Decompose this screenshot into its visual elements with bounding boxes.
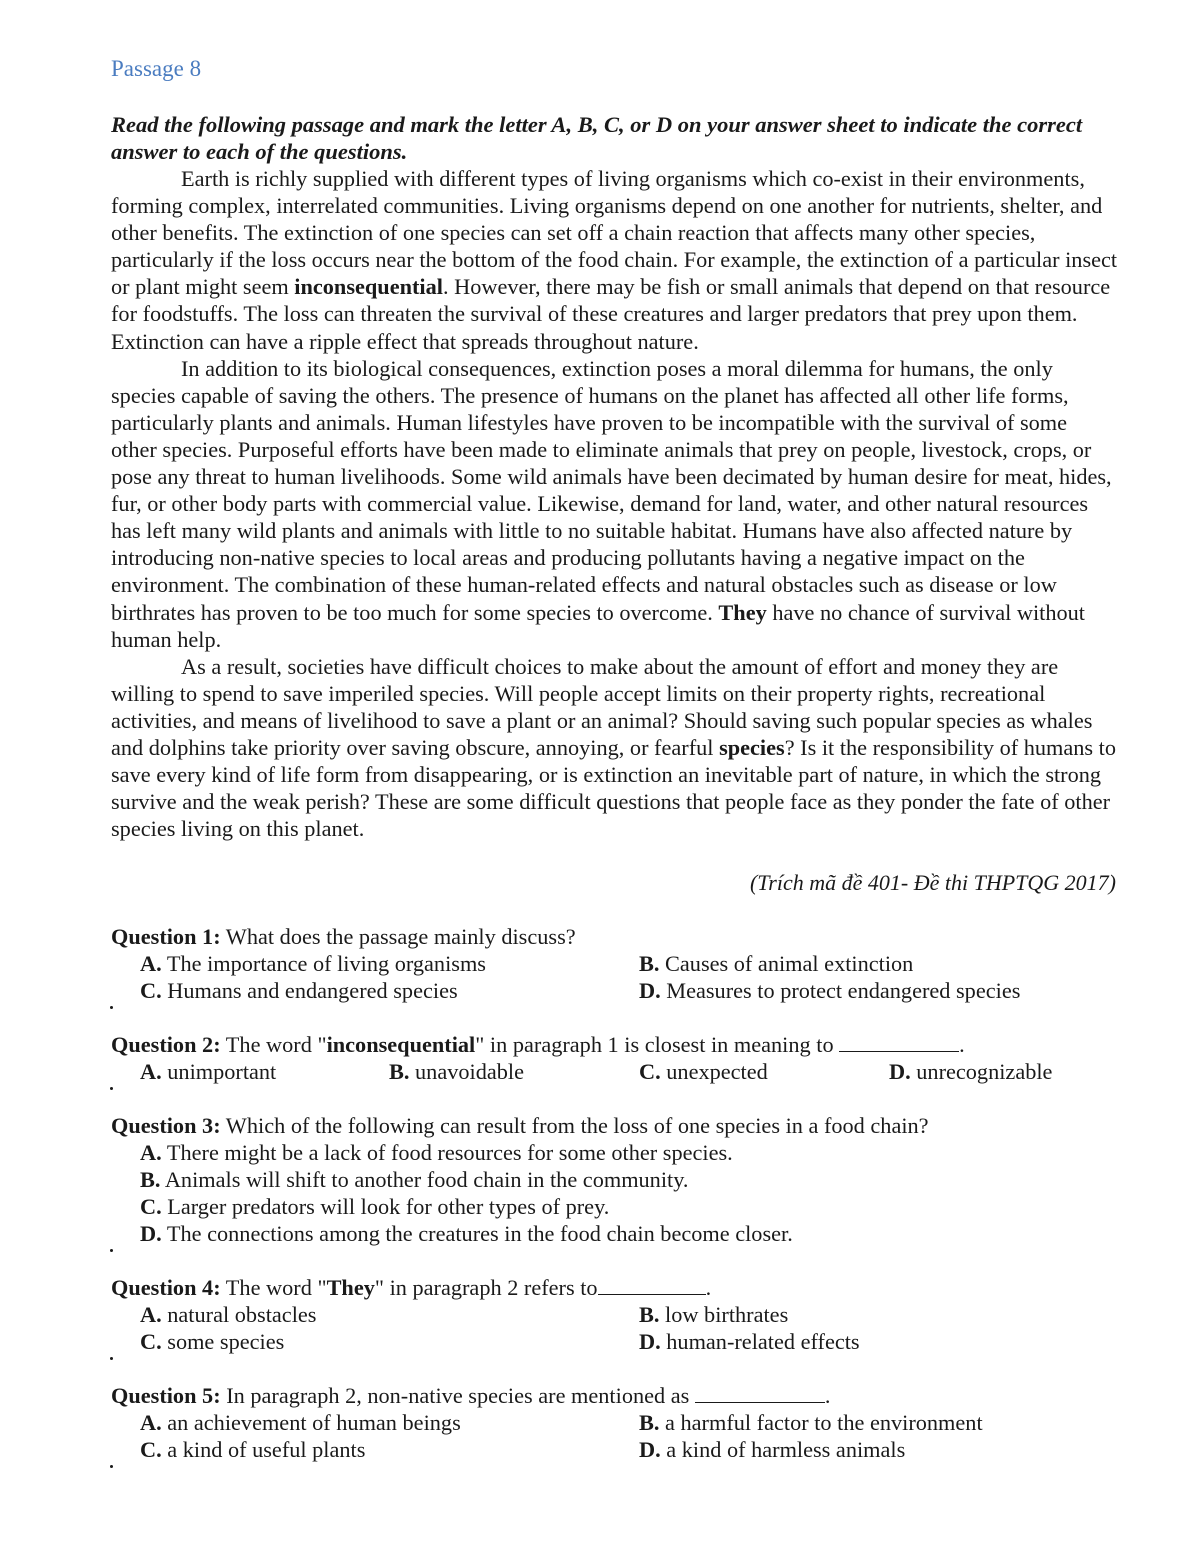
option-text: human-related effects xyxy=(666,1329,860,1354)
highlighted-word: They xyxy=(718,599,767,625)
option-c[interactable] xyxy=(140,977,458,1004)
option-letter: A. xyxy=(140,1302,162,1327)
option-letter: C. xyxy=(639,1059,661,1084)
question-stem xyxy=(111,1031,1121,1058)
question-text: The word " xyxy=(220,1275,327,1300)
option-text: Measures to protect endangered species xyxy=(666,978,1021,1003)
option-text: Causes of animal extinction xyxy=(665,951,914,976)
option-text: unimportant xyxy=(167,1059,277,1084)
question-stem xyxy=(111,1112,1121,1139)
question-label: Question 3: xyxy=(111,1113,221,1138)
option-letter: D. xyxy=(140,1221,162,1246)
passage-title: Passage 8 xyxy=(111,56,202,81)
question-3 xyxy=(111,1112,1121,1247)
option-text: Animals will shift to another food chain in the community. xyxy=(164,1167,689,1192)
option-b[interactable] xyxy=(111,1166,1121,1193)
paragraph-text: Earth is richly supplied with different types of living organisms which co-exist in their environments, forming complex, interrelated communities. Living organisms depend on one another for nutrients, shelter, and other benefits. The extinction of one species can set off a chain reaction that affects many other species, particularly if the loss occurs near the bottom of the food chain. For example, the extinction of a particular insect or plant might seem xyxy=(111,166,1118,300)
option-letter: C. xyxy=(140,978,162,1003)
option-d[interactable] xyxy=(889,1058,1052,1085)
option-text: unavoidable xyxy=(415,1059,525,1084)
option-letter: B. xyxy=(389,1059,410,1084)
option-letter: B. xyxy=(140,1167,161,1192)
answer-blank xyxy=(695,1382,825,1403)
option-letter: A. xyxy=(140,1059,162,1084)
option-letter: A. xyxy=(140,1140,162,1165)
option-letter: A. xyxy=(140,1410,162,1435)
paragraph-text: . However, there may be fish or small animals that depend on that resource for foodstuffs. The loss can threaten the survival of these creatures and larger predators that prey upon them. Extinction can have a ripple effect that spreads throughout nature. xyxy=(111,274,1111,354)
option-letter: D. xyxy=(639,1329,661,1354)
question-1 xyxy=(111,923,1121,1004)
option-text: a kind of useful plants xyxy=(167,1437,366,1462)
answer-blank xyxy=(839,1031,959,1052)
option-c[interactable] xyxy=(111,1193,1121,1220)
option-letter: D. xyxy=(639,978,661,1003)
question-label: Question 1: xyxy=(111,924,221,949)
option-letter: C. xyxy=(140,1194,162,1219)
question-stem xyxy=(111,1274,1121,1301)
question-text: The word " xyxy=(220,1032,327,1057)
option-c[interactable] xyxy=(140,1436,365,1463)
question-label: Question 2: xyxy=(111,1032,221,1057)
question-5 xyxy=(111,1382,1121,1463)
question-stem xyxy=(111,923,1121,950)
option-text: There might be a lack of food resources for some other species. xyxy=(166,1140,733,1165)
option-a[interactable] xyxy=(140,1409,461,1436)
bullet-mark xyxy=(110,1087,113,1090)
highlighted-word: inconsequential xyxy=(294,274,443,300)
question-2 xyxy=(111,1031,1121,1085)
option-text: a kind of harmless animals xyxy=(666,1437,906,1462)
option-text: Larger predators will look for other types of prey. xyxy=(167,1194,610,1219)
highlighted-word: inconsequential xyxy=(326,1032,476,1057)
option-c[interactable] xyxy=(639,1058,768,1085)
question-text: What does the passage mainly discuss? xyxy=(220,924,576,949)
option-a[interactable] xyxy=(140,950,486,977)
question-text: . xyxy=(959,1032,965,1057)
option-b[interactable] xyxy=(389,1058,524,1085)
paragraph-text: ? Is it the responsibility of humans to save every kind of life form from disappearing, or is extinction an inevitable part of nature, in which the strong survive and the weak perish? These are some difficult questions that people face as they ponder the fate of other species living on this planet. xyxy=(111,734,1117,842)
bullet-mark xyxy=(110,1357,113,1360)
option-text: unexpected xyxy=(666,1059,768,1084)
paragraph-3 xyxy=(111,653,1118,843)
option-a[interactable] xyxy=(111,1139,1121,1166)
option-a[interactable] xyxy=(140,1058,276,1085)
question-text: " in paragraph 2 refers to xyxy=(374,1275,598,1300)
option-text: The connections among the creatures in the food chain become closer. xyxy=(166,1221,793,1246)
question-text: In paragraph 2, non-native species are mentioned as xyxy=(220,1383,695,1408)
option-letter: B. xyxy=(639,951,660,976)
option-letter: B. xyxy=(639,1410,660,1435)
option-letter: C. xyxy=(140,1329,162,1354)
option-letter: D. xyxy=(889,1059,911,1084)
paragraph-text: have no chance of survival without human help. xyxy=(111,599,1086,652)
option-text: unrecognizable xyxy=(916,1059,1053,1084)
paragraph-text: As a result, societies have difficult choices to make about the amount of effort and money they are willing to spend to save imperiled species. Will people accept limits on their property rights, recreational activities, and means of livelihood to save a plant or an animal? Should saving such popular species as whales and dolphins take priority over saving obscure, annoying, or fearful xyxy=(111,653,1093,760)
option-b[interactable] xyxy=(639,950,913,977)
bullet-mark xyxy=(110,1465,113,1468)
option-letter: C. xyxy=(140,1437,162,1462)
question-label: Question 4: xyxy=(111,1275,221,1300)
option-d[interactable] xyxy=(639,1436,905,1463)
question-stem xyxy=(111,1382,1121,1409)
answer-blank xyxy=(598,1274,706,1295)
option-letter: D. xyxy=(639,1437,661,1462)
option-d[interactable] xyxy=(111,1220,1121,1247)
bullet-mark xyxy=(110,1249,113,1252)
option-text: some species xyxy=(167,1329,285,1354)
question-text: . xyxy=(705,1275,712,1300)
question-text: . xyxy=(824,1383,831,1408)
question-4 xyxy=(111,1274,1121,1355)
option-text: The importance of living organisms xyxy=(166,951,486,976)
question-label: Question 5: xyxy=(111,1383,221,1408)
paragraph-2 xyxy=(111,355,1118,653)
source-citation: (Trích mã đề 401- Đề thi THPTQG 2017) xyxy=(749,870,1116,895)
option-d[interactable] xyxy=(639,1328,860,1355)
option-d[interactable] xyxy=(639,977,1020,1004)
highlighted-word: They xyxy=(326,1275,375,1300)
bullet-mark xyxy=(110,1006,113,1009)
option-text: natural obstacles xyxy=(167,1302,317,1327)
option-letter: B. xyxy=(639,1302,660,1327)
paragraph-text: In addition to its biological consequences, extinction poses a moral dilemma for humans, the only species capable of saving the others. The presence of humans on the planet has affected all other life forms, particularly plants and animals. Human lifestyles have proven to be incompatible with the survival of some other species. Purposeful efforts have been made to eliminate animals that prey on people, livestock, crops, or pose any threat to human livelihoods. Some wild animals have been decimated by human desire for meat, hides, fur, or other body parts with commercial value. Likewise, demand for land, water, and other natural resources has left many wild plants and animals with little to no suitable habitat. Humans have also affected nature by introducing non-native species to local areas and producing pollutants having a negative impact on the environment. The combination of these human-related effects and natural obstacles such as disease or low birthrates has proven to be too much for some species to overcome. xyxy=(111,355,1112,625)
option-text: low birthrates xyxy=(665,1302,789,1327)
option-a[interactable] xyxy=(140,1301,316,1328)
option-c[interactable] xyxy=(140,1328,284,1355)
paragraph-1 xyxy=(111,165,1118,355)
instruction: Read the following passage and mark the letter A, B, C, or D on your answer sheet to indicate the correct answer to each of the questions. xyxy=(111,112,1083,164)
question-text: Which of the following can result from the loss of one species in a food chain? xyxy=(220,1113,929,1138)
option-text: an achievement of human beings xyxy=(167,1410,461,1435)
option-letter: A. xyxy=(140,951,162,976)
option-b[interactable] xyxy=(639,1301,788,1328)
option-b[interactable] xyxy=(639,1409,983,1436)
passage-body xyxy=(111,165,1118,842)
question-text: " in paragraph 1 is closest in meaning to xyxy=(475,1032,840,1057)
option-text: a harmful factor to the environment xyxy=(665,1410,983,1435)
option-text: Humans and endangered species xyxy=(167,978,458,1003)
highlighted-word: species xyxy=(719,734,785,760)
